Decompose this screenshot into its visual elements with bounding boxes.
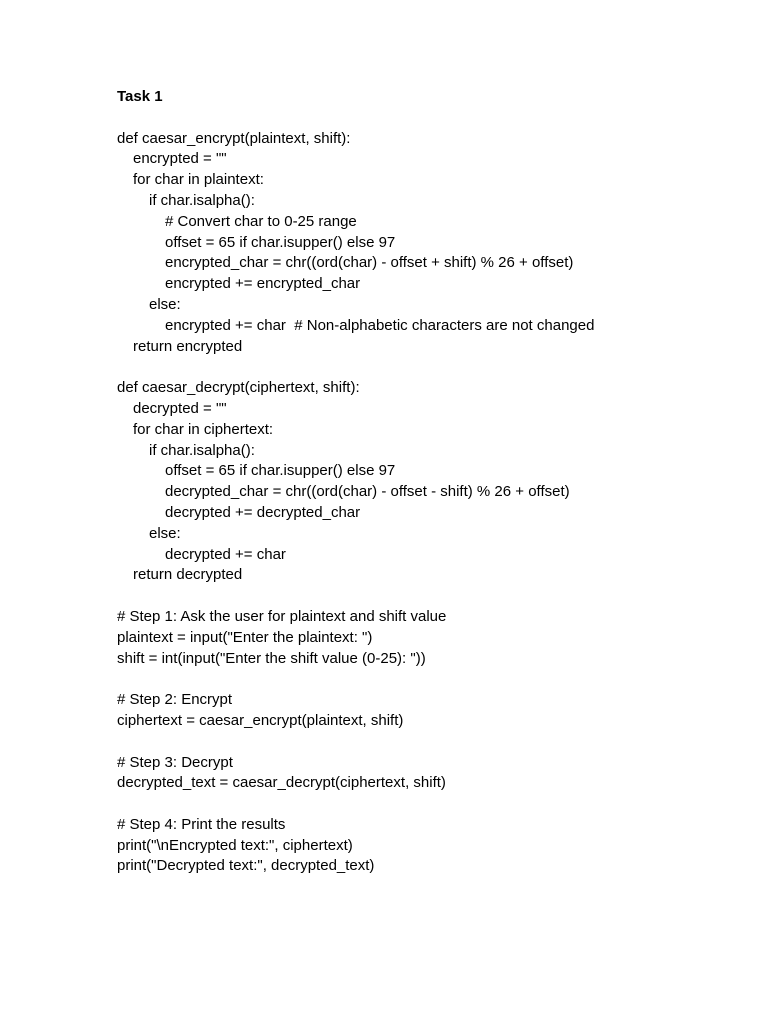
code-line: offset = 65 if char.isupper() else 97 (165, 462, 396, 480)
code-line: encrypted += char # Non-alphabetic characters are not changed (165, 316, 595, 334)
code-line: # Step 3: Decrypt (117, 753, 233, 771)
code-line: for char in ciphertext: (133, 420, 274, 438)
blank-line (117, 732, 737, 753)
document-heading: Task 1 (117, 88, 163, 105)
code-line: return encrypted (133, 337, 243, 355)
code-listing (117, 108, 737, 877)
code-line: decrypted_char = chr((ord(char) - offset - shift) % 26 + offset) (165, 483, 570, 501)
code-line: print("Decrypted text:", decrypted_text) (117, 857, 375, 875)
blank-line (117, 669, 737, 690)
code-line: # Step 1: Ask the user for plaintext and shift value (117, 607, 447, 625)
code-line: if char.isalpha(): (149, 441, 255, 459)
code-line: ciphertext = caesar_encrypt(plaintext, shift) (117, 711, 404, 729)
code-line: def caesar_decrypt(ciphertext, shift): (117, 379, 360, 397)
code-line: encrypted = "" (133, 150, 227, 168)
code-line: def caesar_encrypt(plaintext, shift): (117, 129, 351, 147)
code-line: # Convert char to 0-25 range (165, 212, 357, 230)
code-line: # Step 2: Encrypt (117, 691, 233, 709)
code-line: shift = int(input("Enter the shift value (0-25): ")) (117, 649, 426, 667)
code-line: decrypted += char (165, 545, 286, 563)
code-line: decrypted = "" (133, 399, 227, 417)
code-line: if char.isalpha(): (149, 191, 255, 209)
code-line: offset = 65 if char.isupper() else 97 (165, 233, 396, 251)
code-line: else: (149, 524, 181, 542)
code-line: encrypted_char = chr((ord(char) - offset + shift) % 26 + offset) (165, 254, 574, 272)
blank-line (117, 586, 737, 607)
document-body (117, 87, 737, 877)
code-line: for char in plaintext: (133, 171, 264, 189)
code-line: decrypted_text = caesar_decrypt(ciphertext, shift) (117, 774, 446, 792)
code-line: decrypted += decrypted_char (165, 503, 361, 521)
code-line: encrypted += encrypted_char (165, 275, 361, 293)
code-line: plaintext = input("Enter the plaintext: ") (117, 628, 373, 646)
blank-line (117, 794, 737, 815)
blank-line (117, 108, 737, 129)
code-line: print("\nEncrypted text:", ciphertext) (117, 836, 353, 854)
code-line: else: (149, 295, 181, 313)
code-line: return decrypted (133, 566, 243, 584)
code-line: # Step 4: Print the results (117, 815, 286, 833)
blank-line (117, 357, 737, 378)
